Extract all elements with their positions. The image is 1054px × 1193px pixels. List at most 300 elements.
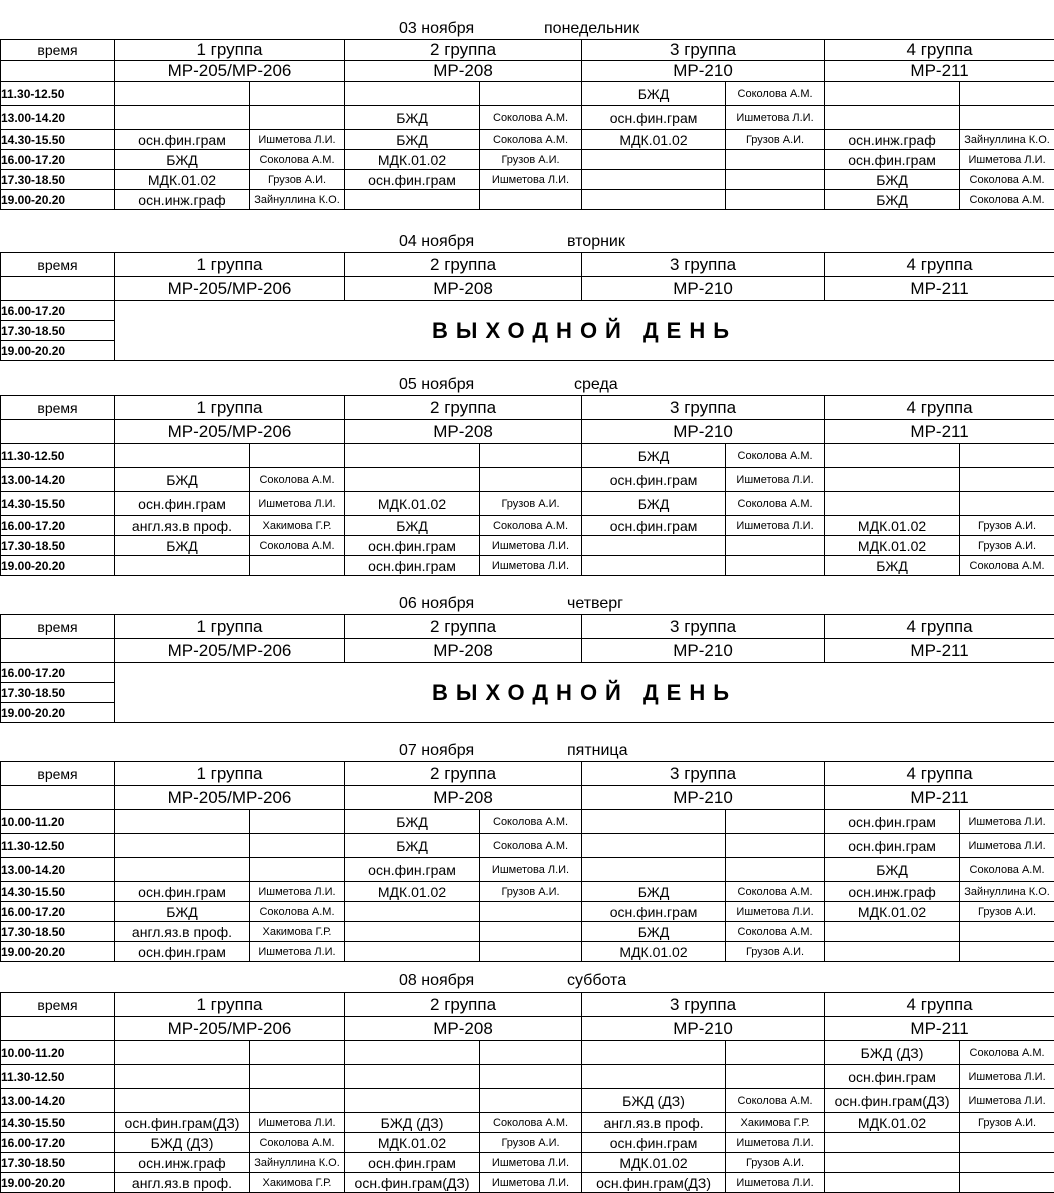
subject-cell: БЖД (345, 130, 480, 150)
group-name: 3 группа (582, 762, 825, 786)
teacher-cell: Ишметова Л.И. (250, 130, 345, 150)
subject-cell: БЖД (345, 834, 480, 858)
teacher-cell: Грузов А.И. (726, 942, 825, 962)
table-row (1, 858, 1054, 882)
group-header-row (1, 615, 1054, 639)
table-row (1, 492, 1054, 516)
group-code: МР-210 (582, 1017, 825, 1041)
table-row (1, 130, 1054, 150)
group-name: 1 группа (115, 40, 345, 61)
subject-cell: МДК.01.02 (582, 942, 726, 962)
subject-cell (582, 190, 726, 210)
teacher-cell: Соколова А.М. (480, 810, 582, 834)
teacher-cell (250, 1089, 345, 1113)
teacher-cell: Ишметова Л.И. (726, 106, 825, 130)
teacher-cell (960, 922, 1054, 942)
teacher-cell: Зайнуллина К.О. (960, 130, 1054, 150)
subject-cell: БЖД (115, 902, 250, 922)
teacher-cell (480, 1065, 582, 1089)
subject-cell: осн.фин.грам (345, 536, 480, 556)
group-code: МР-211 (825, 61, 1054, 82)
time-slot: 11.30-12.50 (1, 834, 115, 858)
time-slot: 17.30-18.50 (1, 1153, 115, 1173)
teacher-cell: Соколова А.М. (726, 444, 825, 468)
subject-cell: осн.фин.грам(ДЗ) (582, 1173, 726, 1193)
subject-cell (115, 556, 250, 576)
subject-cell: осн.фин.грам(ДЗ) (345, 1173, 480, 1193)
group-name: 3 группа (582, 396, 825, 420)
day-off-label: ВЫХОДНОЙ ДЕНЬ (115, 663, 1054, 723)
time-slot: 14.30-15.50 (1, 130, 115, 150)
teacher-cell: Грузов А.И. (480, 492, 582, 516)
group-code-row (1, 639, 1054, 663)
group-code: МР-208 (345, 786, 582, 810)
teacher-cell: Соколова А.М. (480, 834, 582, 858)
subject-cell: осн.инж.граф (825, 130, 960, 150)
group-name: 1 группа (115, 396, 345, 420)
group-code: МР-211 (825, 1017, 1054, 1041)
group-name: 3 группа (582, 40, 825, 61)
time-slot: 16.00-17.20 (1, 516, 115, 536)
teacher-cell (480, 902, 582, 922)
group-code: МР-205/МР-206 (115, 277, 345, 301)
group-header-row (1, 253, 1054, 277)
subject-cell (115, 1089, 250, 1113)
teacher-cell: Ишметова Л.И. (726, 902, 825, 922)
group-name: 4 группа (825, 396, 1054, 420)
subject-cell (582, 536, 726, 556)
teacher-cell (250, 82, 345, 106)
table-row (1, 1133, 1054, 1153)
teacher-cell (960, 1153, 1054, 1173)
subject-cell: БЖД (582, 444, 726, 468)
schedule-table (0, 614, 1054, 723)
time-slot: 19.00-20.20 (1, 190, 115, 210)
group-code: МР-205/МР-206 (115, 1017, 345, 1041)
subject-cell (825, 82, 960, 106)
subject-cell: осн.фин.грам (115, 882, 250, 902)
day-date: 03 ноября (399, 20, 475, 37)
teacher-cell: Ишметова Л.И. (960, 834, 1054, 858)
teacher-cell: Соколова А.М. (726, 922, 825, 942)
teacher-cell (250, 834, 345, 858)
time-slot: 11.30-12.50 (1, 1065, 115, 1089)
time-slot: 11.30-12.50 (1, 444, 115, 468)
subject-cell (345, 1041, 480, 1065)
table-row (1, 1173, 1054, 1193)
teacher-cell (480, 444, 582, 468)
subject-cell (345, 444, 480, 468)
teacher-cell (960, 468, 1054, 492)
time-slot: 17.30-18.50 (1, 922, 115, 942)
group-name: 4 группа (825, 40, 1054, 61)
teacher-cell: Ишметова Л.И. (480, 536, 582, 556)
subject-cell: БЖД (582, 882, 726, 902)
group-code: МР-205/МР-206 (115, 61, 345, 82)
teacher-cell (726, 150, 825, 170)
teacher-cell: Ишметова Л.И. (250, 492, 345, 516)
table-row (1, 882, 1054, 902)
teacher-cell (480, 82, 582, 106)
empty-cell (1, 1017, 115, 1041)
group-code: МР-205/МР-206 (115, 639, 345, 663)
subject-cell: БЖД (582, 492, 726, 516)
teacher-cell: Ишметова Л.И. (960, 150, 1054, 170)
subject-cell (825, 942, 960, 962)
teacher-cell: Хакимова Г.Р. (726, 1113, 825, 1133)
time-slot: 13.00-14.20 (1, 1089, 115, 1113)
group-name: 2 группа (345, 615, 582, 639)
subject-cell (582, 170, 726, 190)
teacher-cell: Ишметова Л.И. (726, 516, 825, 536)
group-code: МР-205/МР-206 (115, 786, 345, 810)
time-column-header: время (1, 253, 115, 277)
teacher-cell: Грузов А.И. (960, 516, 1054, 536)
subject-cell: осн.фин.грам (345, 170, 480, 190)
day-weekday: вторник (567, 233, 625, 250)
subject-cell: БЖД (ДЗ) (345, 1113, 480, 1133)
time-slot: 17.30-18.50 (1, 321, 115, 341)
teacher-cell (726, 556, 825, 576)
group-name: 1 группа (115, 993, 345, 1017)
table-row (1, 190, 1054, 210)
table-row (1, 902, 1054, 922)
teacher-cell: Грузов А.И. (726, 130, 825, 150)
subject-cell (825, 1153, 960, 1173)
empty-cell (1, 277, 115, 301)
subject-cell (582, 834, 726, 858)
time-slot: 13.00-14.20 (1, 106, 115, 130)
day-weekday: четверг (567, 595, 623, 612)
teacher-cell: Ишметова Л.И. (480, 170, 582, 190)
subject-cell: МДК.01.02 (582, 1153, 726, 1173)
subject-cell: осн.фин.грам (582, 1133, 726, 1153)
subject-cell: осн.фин.грам (115, 492, 250, 516)
group-name: 4 группа (825, 253, 1054, 277)
day-date: 08 ноября (399, 972, 475, 989)
teacher-cell: Ишметова Л.И. (726, 1173, 825, 1193)
subject-cell: осн.фин.грам (825, 1065, 960, 1089)
group-header-row (1, 40, 1054, 61)
teacher-cell (726, 170, 825, 190)
subject-cell: осн.фин.грам (345, 1153, 480, 1173)
schedule-table (0, 992, 1054, 1193)
time-slot: 19.00-20.20 (1, 341, 115, 361)
group-code: МР-211 (825, 786, 1054, 810)
subject-cell (345, 942, 480, 962)
day-weekday: среда (574, 376, 618, 393)
teacher-cell: Соколова А.М. (480, 1113, 582, 1133)
subject-cell (115, 444, 250, 468)
table-row (1, 170, 1054, 190)
subject-cell: осн.фин.грам (345, 556, 480, 576)
subject-cell (345, 922, 480, 942)
subject-cell: МДК.01.02 (345, 150, 480, 170)
group-code-row (1, 277, 1054, 301)
group-code: МР-211 (825, 420, 1054, 444)
group-code: МР-210 (582, 420, 825, 444)
group-name: 3 группа (582, 993, 825, 1017)
table-row (1, 516, 1054, 536)
subject-cell (582, 1041, 726, 1065)
day-weekday: суббота (567, 972, 627, 989)
subject-cell: БЖД (115, 150, 250, 170)
subject-cell: осн.фин.грам (582, 902, 726, 922)
teacher-cell (480, 1041, 582, 1065)
subject-cell: осн.фин.грам (582, 106, 726, 130)
time-slot: 10.00-11.20 (1, 810, 115, 834)
teacher-cell: Соколова А.М. (960, 1041, 1054, 1065)
teacher-cell (960, 492, 1054, 516)
teacher-cell: Грузов А.И. (960, 902, 1054, 922)
teacher-cell: Ишметова Л.И. (480, 556, 582, 576)
group-code: МР-205/МР-206 (115, 420, 345, 444)
subject-cell: осн.фин.грам (825, 834, 960, 858)
subject-cell: осн.фин.грам(ДЗ) (115, 1113, 250, 1133)
subject-cell: англ.яз.в проф. (115, 1173, 250, 1193)
teacher-cell (250, 1041, 345, 1065)
time-slot: 16.00-17.20 (1, 663, 115, 683)
subject-cell: МДК.01.02 (825, 1113, 960, 1133)
table-row (1, 106, 1054, 130)
day-date: 04 ноября (399, 233, 475, 250)
time-column-header: время (1, 396, 115, 420)
subject-cell: осн.фин.грам (345, 858, 480, 882)
day-off-label: ВЫХОДНОЙ ДЕНЬ (115, 301, 1054, 361)
day-weekday: понедельник (544, 20, 640, 37)
group-code: МР-208 (345, 639, 582, 663)
teacher-cell: Ишметова Л.И. (960, 1065, 1054, 1089)
teacher-cell (480, 190, 582, 210)
teacher-cell (960, 106, 1054, 130)
teacher-cell: Соколова А.М. (250, 1133, 345, 1153)
group-name: 1 группа (115, 615, 345, 639)
time-slot: 19.00-20.20 (1, 703, 115, 723)
subject-cell: БЖД (115, 536, 250, 556)
teacher-cell: Соколова А.М. (726, 882, 825, 902)
group-code: МР-210 (582, 61, 825, 82)
teacher-cell: Соколова А.М. (250, 150, 345, 170)
subject-cell: БЖД (345, 516, 480, 536)
teacher-cell: Ишметова Л.И. (480, 1173, 582, 1193)
table-row (1, 942, 1054, 962)
teacher-cell (250, 858, 345, 882)
empty-cell (1, 786, 115, 810)
subject-cell (582, 556, 726, 576)
time-slot: 13.00-14.20 (1, 858, 115, 882)
subject-cell (345, 468, 480, 492)
subject-cell (345, 902, 480, 922)
group-header-row (1, 993, 1054, 1017)
teacher-cell (960, 942, 1054, 962)
group-name: 3 группа (582, 615, 825, 639)
time-slot: 19.00-20.20 (1, 556, 115, 576)
subject-cell: англ.яз.в проф. (115, 516, 250, 536)
group-code-row (1, 61, 1054, 82)
time-column-header: время (1, 615, 115, 639)
group-name: 1 группа (115, 762, 345, 786)
subject-cell: МДК.01.02 (345, 1133, 480, 1153)
group-name: 4 группа (825, 762, 1054, 786)
time-slot: 16.00-17.20 (1, 301, 115, 321)
subject-cell (345, 82, 480, 106)
subject-cell: МДК.01.02 (825, 902, 960, 922)
subject-cell (825, 444, 960, 468)
table-row (1, 536, 1054, 556)
teacher-cell: Грузов А.И. (726, 1153, 825, 1173)
teacher-cell (250, 810, 345, 834)
subject-cell: осн.фин.грам (115, 130, 250, 150)
subject-cell: БЖД (825, 170, 960, 190)
day-title (0, 17, 1054, 39)
table-row (1, 1041, 1054, 1065)
table-row (1, 810, 1054, 834)
subject-cell (825, 106, 960, 130)
teacher-cell: Соколова А.М. (960, 858, 1054, 882)
group-code: МР-208 (345, 61, 582, 82)
subject-cell (115, 834, 250, 858)
table-row (1, 663, 1054, 683)
teacher-cell (726, 834, 825, 858)
teacher-cell (726, 1041, 825, 1065)
teacher-cell: Соколова А.М. (960, 170, 1054, 190)
subject-cell (825, 468, 960, 492)
empty-cell (1, 420, 115, 444)
teacher-cell: Ишметова Л.И. (726, 468, 825, 492)
time-slot: 13.00-14.20 (1, 468, 115, 492)
time-slot: 19.00-20.20 (1, 1173, 115, 1193)
subject-cell: осн.фин.грам (115, 942, 250, 962)
subject-cell: осн.инж.граф (115, 1153, 250, 1173)
group-name: 2 группа (345, 40, 582, 61)
subject-cell: БЖД (ДЗ) (825, 1041, 960, 1065)
teacher-cell (250, 556, 345, 576)
teacher-cell: Хакимова Г.Р. (250, 1173, 345, 1193)
teacher-cell: Ишметова Л.И. (250, 942, 345, 962)
subject-cell (115, 106, 250, 130)
subject-cell (115, 858, 250, 882)
empty-cell (1, 639, 115, 663)
teacher-cell (726, 858, 825, 882)
teacher-cell (480, 468, 582, 492)
subject-cell (115, 810, 250, 834)
group-code: МР-210 (582, 786, 825, 810)
teacher-cell: Грузов А.И. (960, 536, 1054, 556)
subject-cell: БЖД (345, 106, 480, 130)
subject-cell (345, 1065, 480, 1089)
day-title (0, 373, 1054, 395)
group-name: 4 группа (825, 993, 1054, 1017)
time-slot: 19.00-20.20 (1, 942, 115, 962)
subject-cell: осн.фин.грам (582, 516, 726, 536)
teacher-cell: Грузов А.И. (480, 882, 582, 902)
teacher-cell: Соколова А.М. (480, 516, 582, 536)
table-row (1, 150, 1054, 170)
table-row (1, 1153, 1054, 1173)
table-row (1, 922, 1054, 942)
group-header-row (1, 396, 1054, 420)
group-code-row (1, 786, 1054, 810)
table-row (1, 834, 1054, 858)
day-title (0, 592, 1054, 614)
teacher-cell: Соколова А.М. (250, 536, 345, 556)
teacher-cell (480, 1089, 582, 1113)
teacher-cell: Зайнуллина К.О. (250, 1153, 345, 1173)
teacher-cell: Соколова А.М. (726, 492, 825, 516)
subject-cell (582, 810, 726, 834)
teacher-cell: Соколова А.М. (480, 130, 582, 150)
subject-cell: осн.фин.грам (582, 468, 726, 492)
teacher-cell (960, 444, 1054, 468)
time-slot: 11.30-12.50 (1, 82, 115, 106)
time-slot: 14.30-15.50 (1, 882, 115, 902)
time-column-header: время (1, 40, 115, 61)
time-slot: 17.30-18.50 (1, 536, 115, 556)
subject-cell: БЖД (ДЗ) (582, 1089, 726, 1113)
group-code-row (1, 1017, 1054, 1041)
time-slot: 16.00-17.20 (1, 1133, 115, 1153)
day-weekday: пятница (567, 742, 628, 759)
time-slot: 17.30-18.50 (1, 170, 115, 190)
teacher-cell: Соколова А.М. (250, 468, 345, 492)
teacher-cell (480, 942, 582, 962)
subject-cell (345, 1089, 480, 1113)
subject-cell: МДК.01.02 (115, 170, 250, 190)
subject-cell: МДК.01.02 (582, 130, 726, 150)
schedule-table (0, 252, 1054, 361)
teacher-cell: Соколова А.М. (480, 106, 582, 130)
group-name: 3 группа (582, 253, 825, 277)
subject-cell: БЖД (ДЗ) (115, 1133, 250, 1153)
subject-cell (582, 1065, 726, 1089)
subject-cell: БЖД (825, 556, 960, 576)
group-header-row (1, 762, 1054, 786)
subject-cell (115, 1041, 250, 1065)
subject-cell: осн.фин.грам (825, 810, 960, 834)
subject-cell (115, 1065, 250, 1089)
table-row (1, 1065, 1054, 1089)
teacher-cell: Ишметова Л.И. (960, 1089, 1054, 1113)
group-code: МР-211 (825, 639, 1054, 663)
teacher-cell: Ишметова Л.И. (726, 1133, 825, 1153)
teacher-cell: Ишметова Л.И. (250, 1113, 345, 1133)
teacher-cell: Грузов А.И. (480, 1133, 582, 1153)
teacher-cell (480, 922, 582, 942)
teacher-cell (726, 1065, 825, 1089)
subject-cell: англ.яз.в проф. (115, 922, 250, 942)
teacher-cell: Соколова А.М. (250, 902, 345, 922)
subject-cell: МДК.01.02 (825, 516, 960, 536)
subject-cell: МДК.01.02 (345, 492, 480, 516)
empty-cell (1, 61, 115, 82)
teacher-cell: Грузов А.И. (480, 150, 582, 170)
teacher-cell (250, 106, 345, 130)
time-slot: 16.00-17.20 (1, 150, 115, 170)
teacher-cell (250, 1065, 345, 1089)
group-code: МР-208 (345, 420, 582, 444)
teacher-cell (250, 444, 345, 468)
subject-cell (345, 190, 480, 210)
teacher-cell: Грузов А.И. (250, 170, 345, 190)
group-name: 2 группа (345, 762, 582, 786)
teacher-cell: Ишметова Л.И. (480, 1153, 582, 1173)
time-slot: 14.30-15.50 (1, 492, 115, 516)
teacher-cell (726, 810, 825, 834)
teacher-cell: Соколова А.М. (960, 556, 1054, 576)
teacher-cell: Ишметова Л.И. (960, 810, 1054, 834)
subject-cell: осн.инж.граф (825, 882, 960, 902)
group-code-row (1, 420, 1054, 444)
